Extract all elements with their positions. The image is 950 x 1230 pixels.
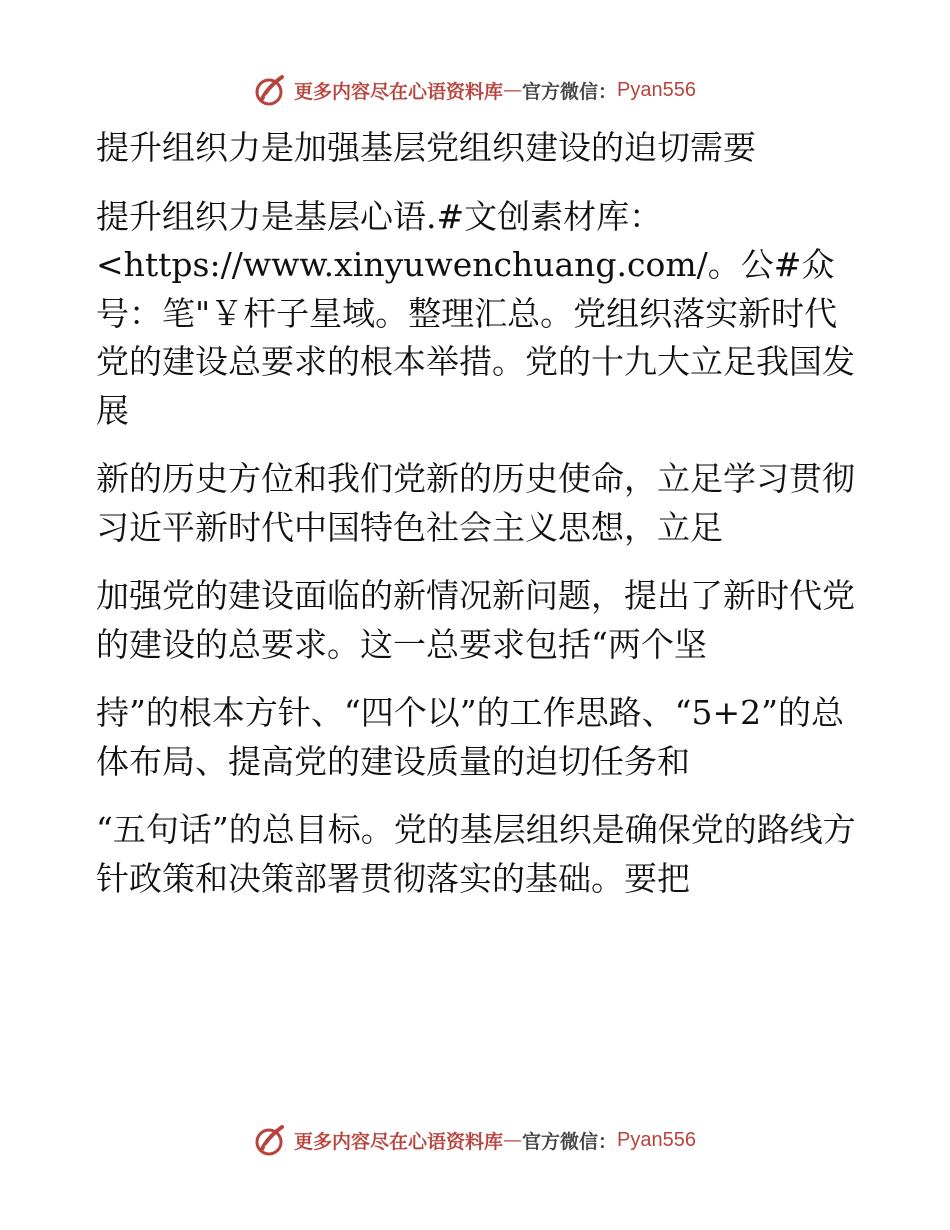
- footer-wechat-handle: Pyan556: [617, 1128, 696, 1151]
- footer-wechat-label: 官方微信：: [522, 1130, 618, 1153]
- footer-separator: —: [503, 1129, 523, 1151]
- brush-pen-logo-icon: [254, 1123, 288, 1157]
- header-brand-text: 更多内容尽在心语资料库: [294, 80, 504, 103]
- header-separator: —: [503, 79, 523, 101]
- header-banner: [0, 70, 950, 110]
- header-wechat-handle: Pyan556: [617, 78, 696, 101]
- document-title: 提升组织力是加强基层党组织建设的迫切需要: [96, 128, 756, 167]
- paragraph-4: 持”的根本方针、“四个以”的工作思路、“5+2”的总体布局、提高党的建设质量的迫切任务和: [96, 693, 844, 781]
- footer-brand-text: 更多内容尽在心语资料库: [294, 1130, 504, 1153]
- footer-banner: [0, 1120, 950, 1160]
- brush-pen-logo-icon: [254, 73, 288, 107]
- paragraph-3: 加强党的建设面临的新情况新问题，提出了新时代党的建设的总要求。这一总要求包括“两个坚: [96, 576, 855, 664]
- document-body: [96, 124, 856, 903]
- header-wechat-label: 官方微信：: [522, 80, 618, 103]
- paragraph-1: 提升组织力是基层心语.#文创素材库：<https://www.xinyuwenchuang.com/。公#众号：笔"￥杆子星域。整理汇总。党组织落实新时代党的建设总要求的根本举措。党的十九大立足我国发展: [96, 196, 855, 430]
- paragraph-5: “五句话”的总目标。党的基层组织是确保党的路线方针政策和决策部署贯彻落实的基础。要把: [96, 810, 856, 898]
- paragraph-2: 新的历史方位和我们党新的历史使命，立足学习贯彻习近平新时代中国特色社会主义思想，立足: [96, 459, 855, 547]
